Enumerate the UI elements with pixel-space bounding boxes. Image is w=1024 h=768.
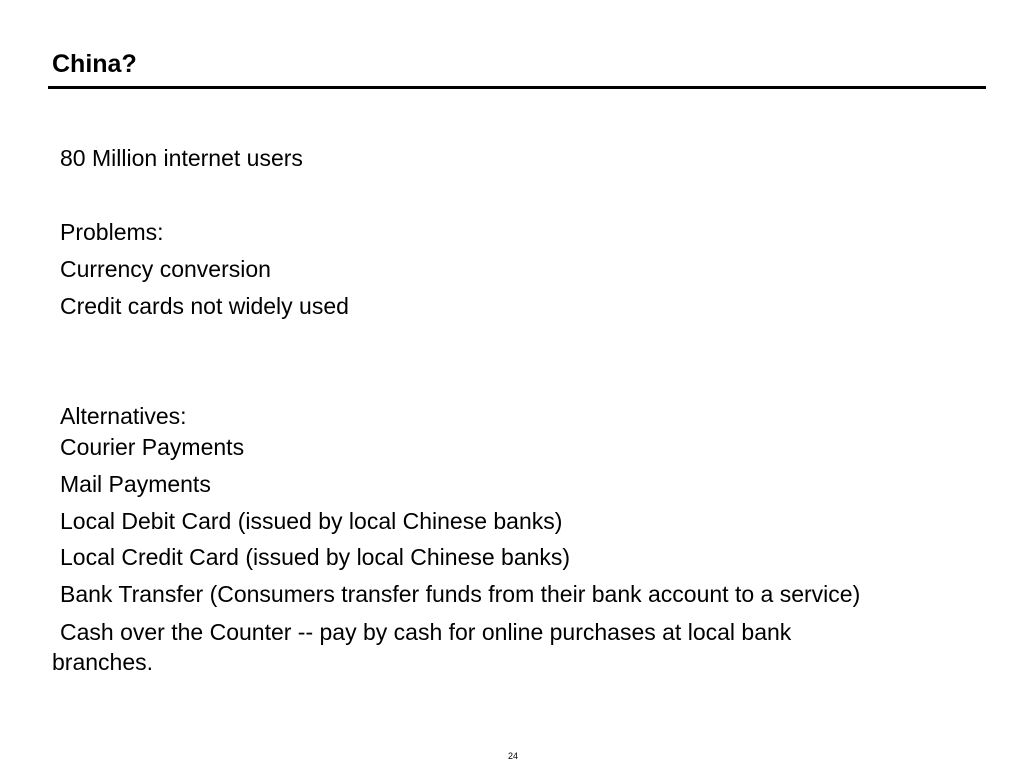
problem-item: Currency conversion <box>60 256 271 282</box>
internet-users-stat: 80 Million internet users <box>60 145 303 171</box>
alternative-item: Local Credit Card (issued by local Chinese banks) <box>60 544 571 570</box>
alternative-item: Mail Payments <box>60 471 211 497</box>
slide-title: China? <box>52 50 137 78</box>
alternatives-heading: Alternatives: <box>60 403 187 429</box>
page-number: 24 <box>508 751 519 761</box>
problem-item: Credit cards not widely used <box>60 293 349 319</box>
title-divider <box>48 86 986 89</box>
alternative-item: Bank Transfer (Consumers transfer funds from their bank account to a service) <box>60 581 861 607</box>
alternative-item: Local Debit Card (issued by local Chinese banks) <box>60 508 563 534</box>
alternative-item: Courier Payments <box>60 434 245 460</box>
problems-heading: Problems: <box>60 219 164 245</box>
alternative-item: Cash over the Counter -- pay by cash for online purchases at local bank branches. <box>52 619 792 675</box>
